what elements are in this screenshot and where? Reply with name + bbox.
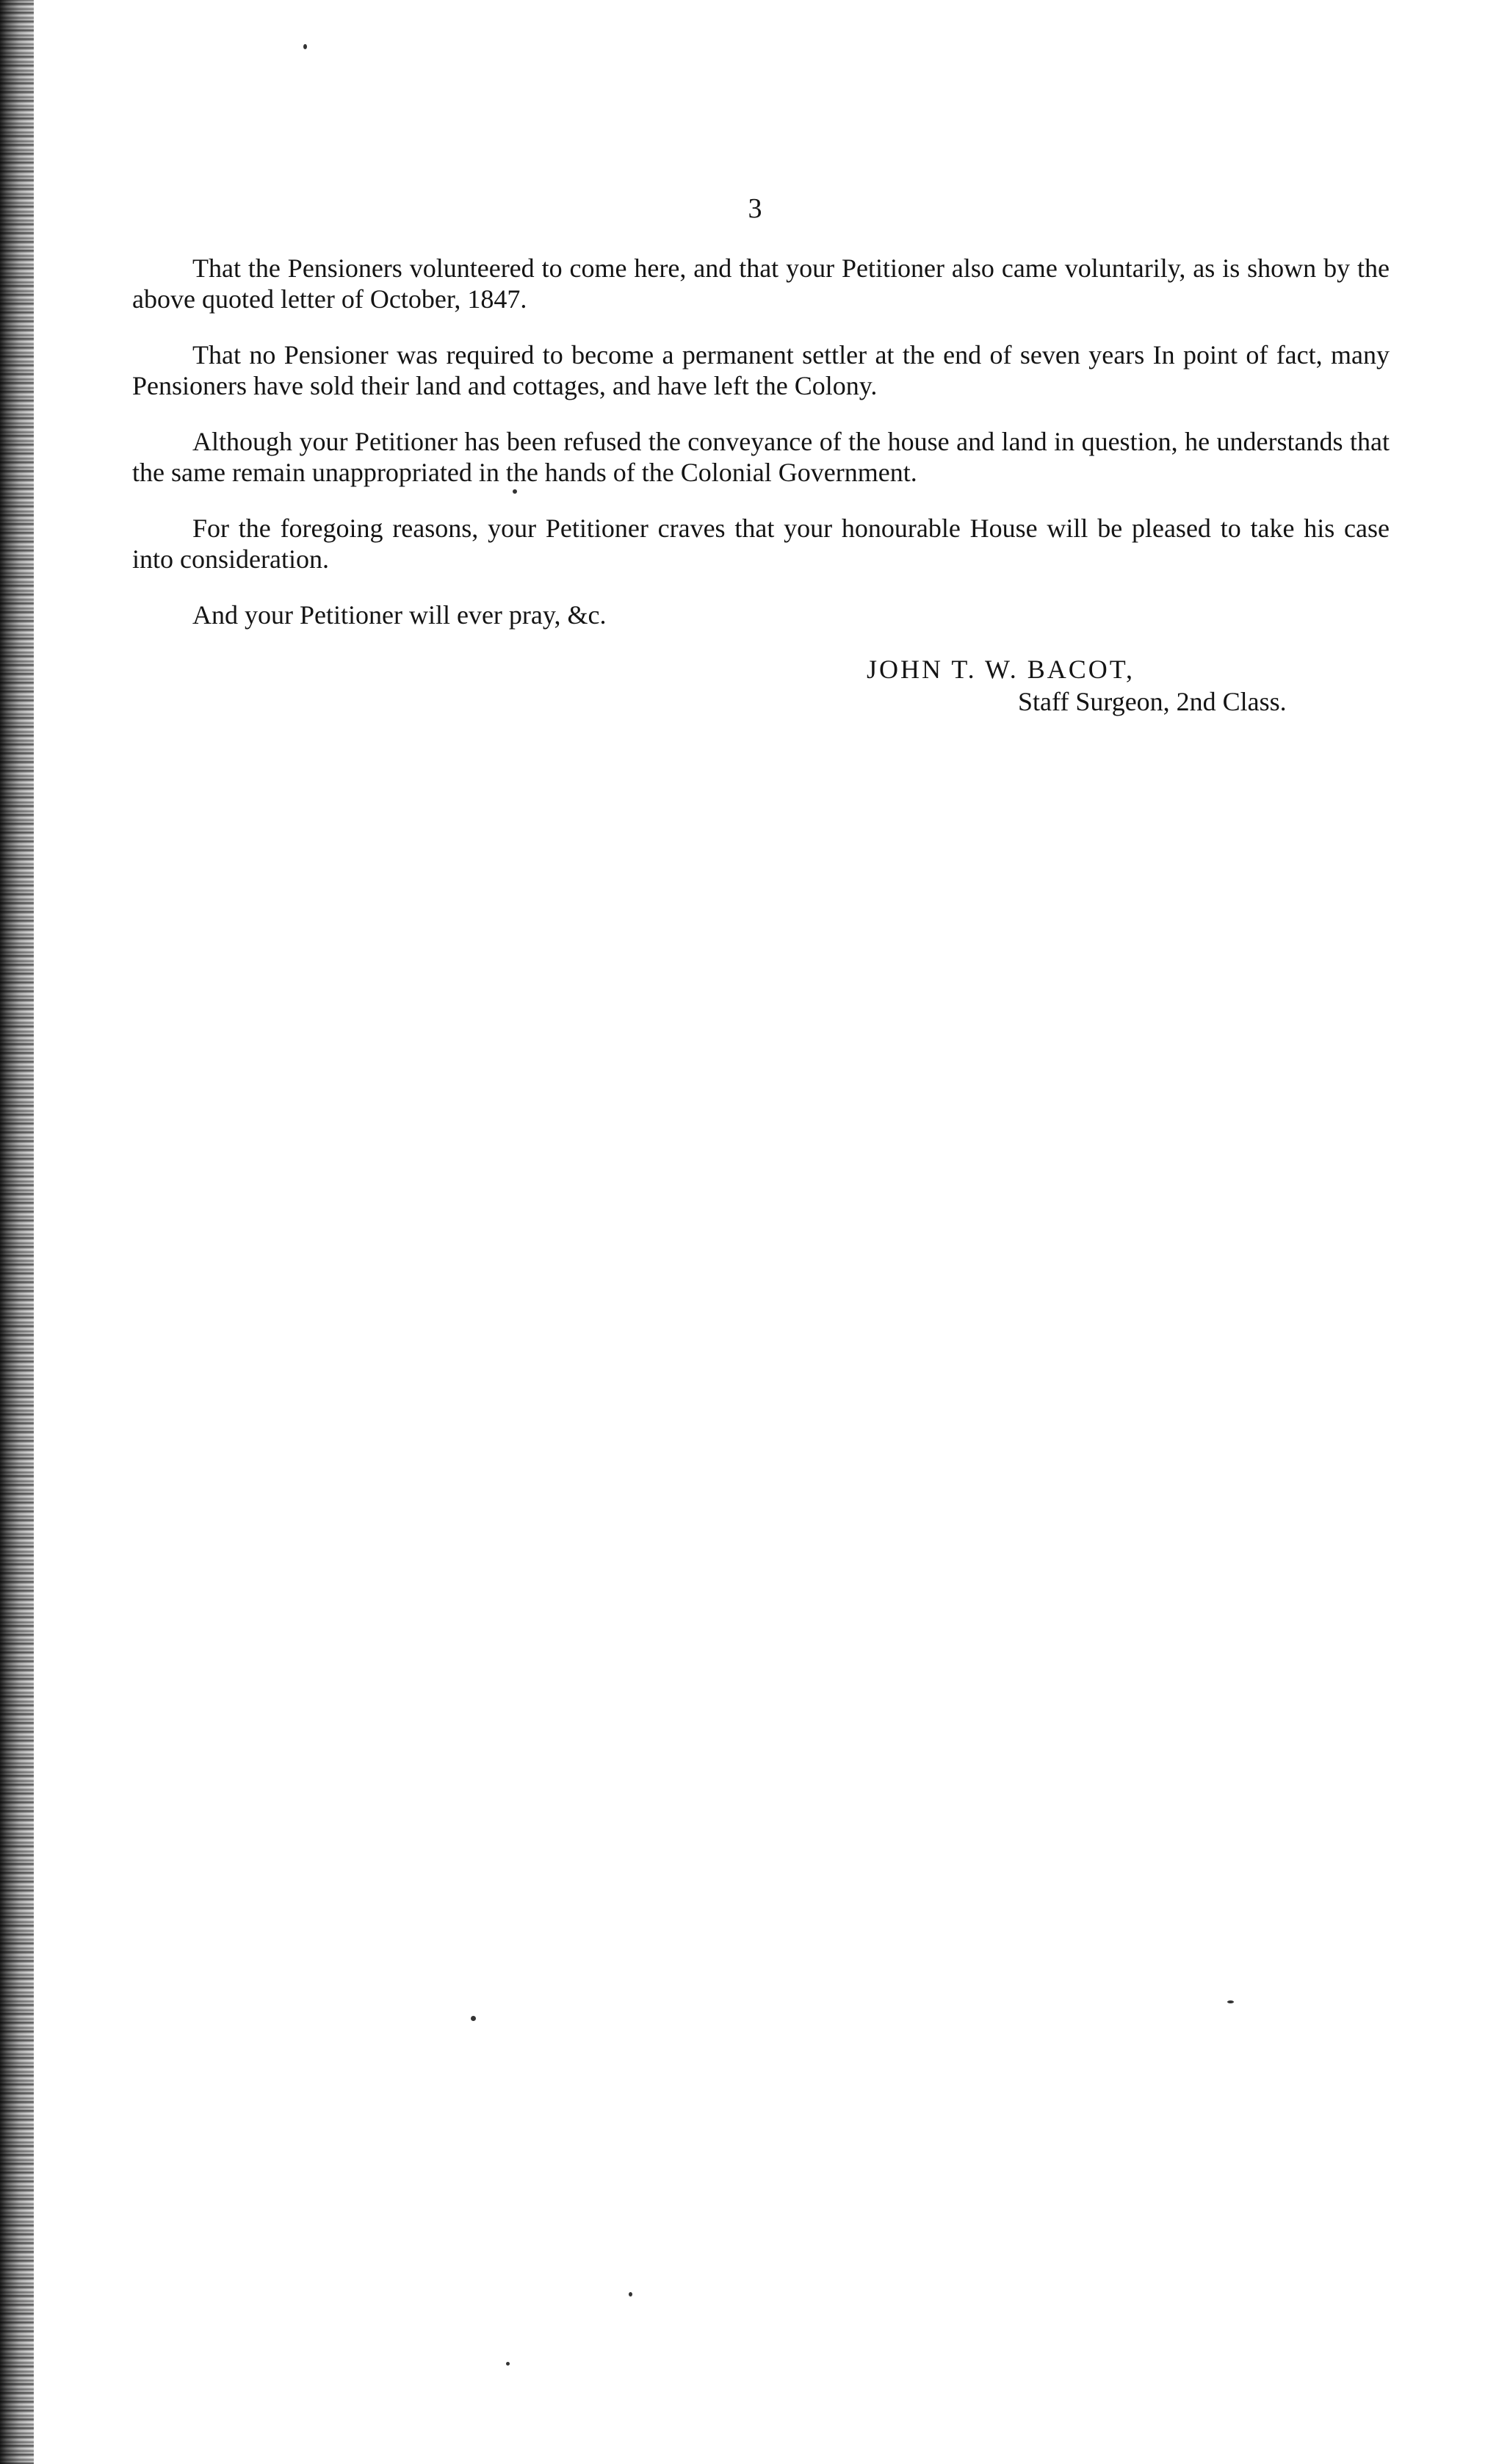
petition-body bbox=[132, 253, 1390, 655]
paragraph-closing-prayer: And your Petitioner will ever pray, &c. bbox=[192, 600, 607, 630]
paragraph-foregoing-reasons: For the foregoing reasons, your Petitioner craves that your honourable House will be pleased to take his case into consideration. bbox=[132, 514, 1390, 574]
speck bbox=[303, 44, 307, 49]
signature-block bbox=[867, 653, 1381, 718]
paragraph-permanent-settler: That no Pensioner was required to become a permanent settler at the end of seven years In point of fact, many Pensioners have sold their land and cottages, and have left the Colony. bbox=[132, 340, 1390, 400]
page-number: 3 bbox=[748, 193, 762, 224]
paragraph-conveyance-refused: Although your Petitioner has been refused the conveyance of the house and land in question, he understands that the same remain unappropriated in the hands of the Colonial Government. bbox=[132, 427, 1390, 487]
speck bbox=[506, 2362, 510, 2366]
speck bbox=[629, 2292, 632, 2297]
signatory-title: Staff Surgeon, 2nd Class. bbox=[1018, 687, 1287, 716]
paragraph-pensioners-volunteered: That the Pensioners volunteered to come here, and that your Petitioner also came voluntarily, as is shown by the above quoted letter of October, 1847. bbox=[132, 253, 1390, 314]
scan-edge-shadow bbox=[0, 0, 34, 2464]
speck bbox=[1227, 2000, 1234, 2003]
speck bbox=[471, 2016, 476, 2021]
signatory-name: JOHN T. W. BACOT, bbox=[867, 655, 1135, 684]
